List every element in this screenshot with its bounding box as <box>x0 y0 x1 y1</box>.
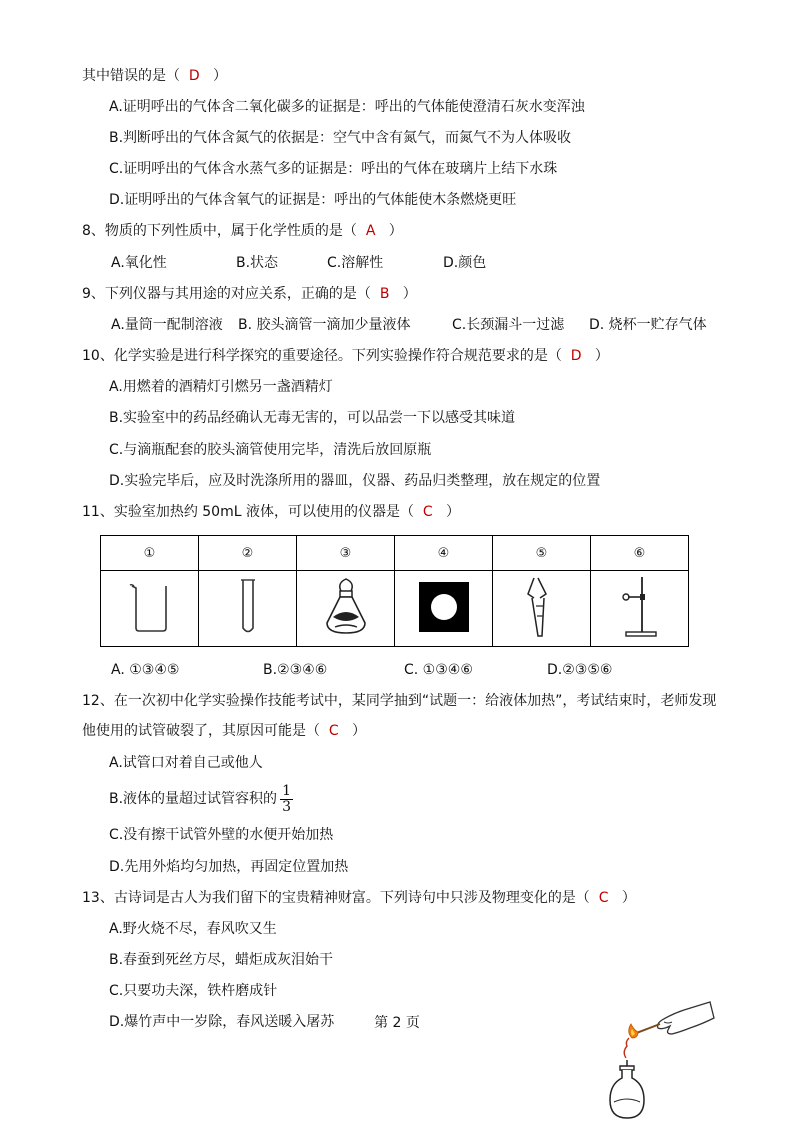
q9-option-d: D. 烧杯一贮存气体 <box>589 317 707 333</box>
intro-answer: D <box>188 68 200 84</box>
q7-option-c: C.证明呼出的气体含水蒸气多的证据是：呼出的气体在玻璃片上结下水珠 <box>109 161 558 177</box>
iron-stand-icon <box>618 575 662 639</box>
q10-stem <box>82 346 609 366</box>
q10-answer: D <box>570 348 582 364</box>
q13-answer: C <box>598 890 609 906</box>
q10-option-b: B.实验室中的药品经确认无毒无害的，可以品尝一下以感受其味道 <box>109 410 516 426</box>
q12-option-a: A.试管口对着自己或他人 <box>109 755 263 771</box>
q13-close: ） <box>621 890 636 906</box>
q13-option-d: D.爆竹声中一岁除，春风送暖入屠苏 <box>109 1014 335 1030</box>
q7-option-d: D.证明呼出的气体含氧气的证据是：呼出的气体能使木条燃烧更旺 <box>109 192 517 208</box>
apparatus-cell-1 <box>101 571 199 647</box>
q9-close: ） <box>402 286 417 302</box>
q10-option-a: A.用燃着的酒精灯引燃另一盏酒精灯 <box>109 379 333 395</box>
q12-option-c: C.没有擦干试管外壁的水便开始加热 <box>109 827 334 843</box>
q9-option-a: A.量筒一配制溶液 <box>111 317 223 333</box>
apparatus-header-1: ① <box>101 536 199 571</box>
intro-line <box>82 66 227 86</box>
q12-stem-text: 他使用的试管破裂了，其原因可能是（ <box>82 723 320 739</box>
q11-stem-text: 11、实验室加热约 50mL 液体，可以使用的仪器是（ <box>82 504 414 520</box>
q12-option-d: D.先用外焰均匀加热，再固定位置加热 <box>109 859 349 875</box>
fraction-numerator: 1 <box>282 782 291 799</box>
q12-answer: C <box>328 723 339 739</box>
apparatus-cell-2 <box>199 571 297 647</box>
q12-option-b <box>109 778 293 820</box>
q9-option-c: C.长颈漏斗一过滤 <box>452 317 565 333</box>
q9-stem-text: 9、下列仪器与其用途的对应关系，正确的是（ <box>82 286 371 302</box>
apparatus-cell-5 <box>493 571 591 647</box>
test-tube-clamp-icon <box>524 576 560 638</box>
fraction <box>280 784 293 815</box>
q8-close: ） <box>388 223 403 239</box>
asbestos-gauze-icon <box>418 581 470 633</box>
q13-option-a: A.野火烧不尽，春风吹又生 <box>109 921 277 937</box>
q12-stem-line2 <box>82 721 366 741</box>
q13-stem <box>82 888 636 908</box>
q10-option-d: D.实验完毕后，应及时洗涤所用的器皿，仪器、药品归类整理，放在规定的位置 <box>109 473 601 489</box>
q7-option-a: A.证明呼出的气体含二氧化碳多的证据是：呼出的气体能使澄清石灰水变浑浊 <box>109 99 585 115</box>
alcohol-lamp-icon <box>321 577 371 637</box>
q12-option-b-text: B.液体的量超过试管容积的 <box>109 791 278 807</box>
apparatus-header-5: ⑤ <box>493 536 591 571</box>
apparatus-header-3: ③ <box>297 536 395 571</box>
intro-close: ） <box>213 68 228 84</box>
q8-stem-text: 8、物质的下列性质中，属于化学性质的是（ <box>82 223 357 239</box>
q8-stem <box>82 221 403 241</box>
fraction-denominator: 3 <box>282 798 291 815</box>
q12-close: ） <box>352 723 367 739</box>
page-number: 第 2 页 <box>374 1015 420 1031</box>
apparatus-cell-3 <box>297 571 395 647</box>
q11-answer: C <box>422 504 433 520</box>
q11-option-d: D.②③⑤⑥ <box>547 662 613 678</box>
q11-option-c: C. ①③④⑥ <box>404 662 473 678</box>
q13-stem-text: 13、古诗词是古人为我们留下的宝贵精神财富。下列诗句中只涉及物理变化的是（ <box>82 890 590 906</box>
q7-option-b: B.判断呼出的气体含氮气的依据是：空气中含有氮气，而氮气不为人体吸收 <box>109 130 572 146</box>
q8-option-c: C.溶解性 <box>327 255 384 271</box>
q9-stem <box>82 284 417 304</box>
beaker-icon <box>128 580 172 634</box>
q11-option-b: B.②③④⑥ <box>263 662 328 678</box>
apparatus-header-4: ④ <box>395 536 493 571</box>
q8-option-a: A.氧化性 <box>111 255 167 271</box>
q10-stem-text: 10、化学实验是进行科学探究的重要途径。下列实验操作符合规范要求的是（ <box>82 348 562 364</box>
q12-stem-line1: 12、在一次初中化学实验操作技能考试中，某同学抽到“试题一：给液体加热”，考试结束时，老师发现 <box>82 693 717 709</box>
q10-close: ） <box>594 348 609 364</box>
apparatus-header-6: ⑥ <box>591 536 689 571</box>
q9-option-b: B. 胶头滴管一滴加少量液体 <box>238 317 411 333</box>
intro-text: 其中错误的是（ <box>82 68 180 84</box>
q11-stem <box>82 502 460 522</box>
apparatus-cell-4 <box>395 571 493 647</box>
q9-answer: B <box>379 286 390 302</box>
q11-close: ） <box>446 504 461 520</box>
q11-option-a: A. ①③④⑤ <box>111 662 180 678</box>
q8-option-d: D.颜色 <box>443 255 487 271</box>
q13-option-c: C.只要功夫深，铁杵磨成针 <box>109 983 278 999</box>
hand-lighting-lamp-illustration <box>598 1000 718 1122</box>
apparatus-header-2: ② <box>199 536 297 571</box>
q10-option-c: C.与滴瓶配套的胶头滴管使用完毕，清洗后放回原瓶 <box>109 442 432 458</box>
test-tube-icon <box>238 578 258 636</box>
q13-option-b: B.春蚕到死丝方尽，蜡炬成灰泪始干 <box>109 952 334 968</box>
q8-answer: A <box>365 223 376 239</box>
apparatus-cell-6 <box>591 571 689 647</box>
q8-option-b: B.状态 <box>236 255 279 271</box>
apparatus-table <box>100 535 689 647</box>
